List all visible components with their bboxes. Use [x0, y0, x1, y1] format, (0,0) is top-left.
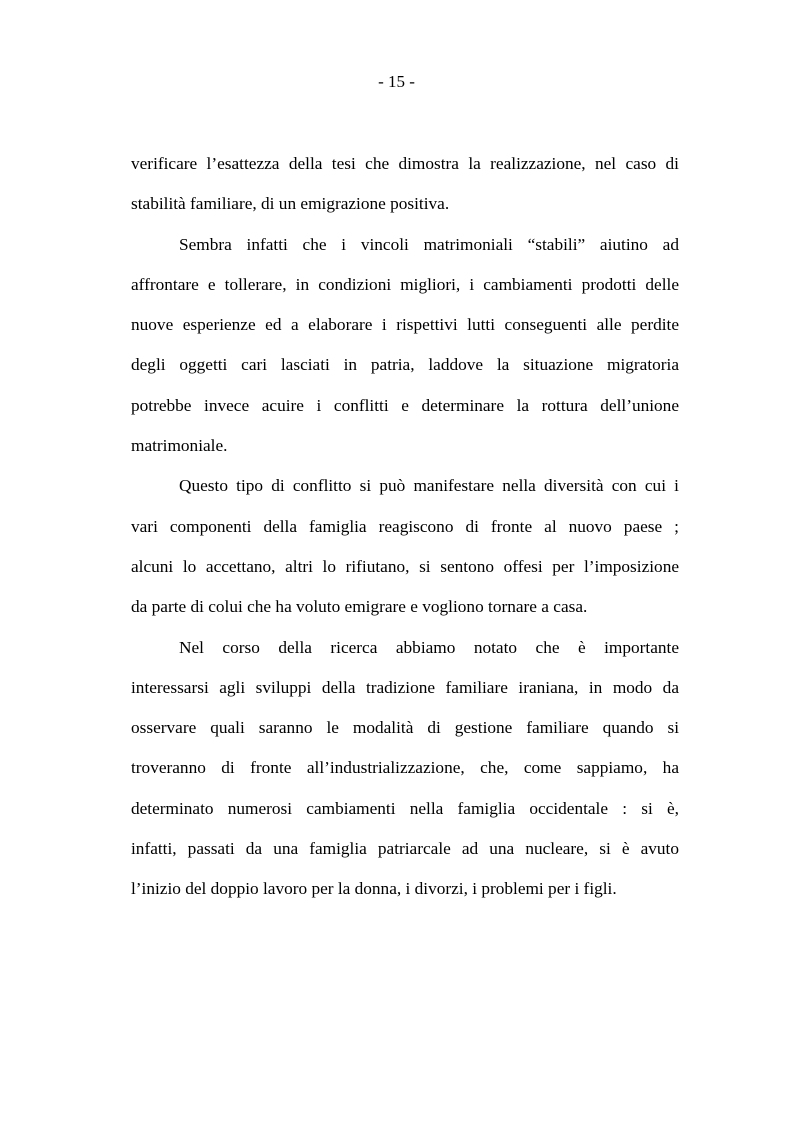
paragraph — [131, 225, 679, 467]
text-line: da parte di colui che ha voluto emigrare e vogliono tornare a casa. — [131, 597, 588, 617]
text-line: affrontare e tollerare, in condizioni migliori, i cambiamenti prodotti delle — [131, 274, 679, 294]
body-text — [131, 144, 679, 910]
paragraph — [131, 466, 679, 627]
text-line: determinato numerosi cambiamenti nella famiglia occidentale : si è, — [131, 798, 679, 818]
text-line: Questo tipo di conflitto si può manifestare nella diversità con cui i — [179, 476, 679, 496]
text-line: Sembra infatti che i vincoli matrimoniali “stabili” aiutino ad — [179, 234, 679, 254]
text-line: l’inizio del doppio lavoro per la donna, i divorzi, i problemi per i figli. — [131, 879, 617, 899]
text-line: matrimoniale. — [131, 436, 228, 456]
paragraph — [131, 628, 679, 910]
text-line: interessarsi agli sviluppi della tradizione familiare iraniana, in modo da — [131, 677, 679, 697]
text-line: nuove esperienze ed a elaborare i rispettivi lutti conseguenti alle perdite — [131, 315, 679, 335]
text-line: alcuni lo accettano, altri lo rifiutano, si sentono offesi per l’imposizione — [131, 556, 679, 576]
text-line: Nel corso della ricerca abbiamo notato che è importante — [179, 637, 679, 657]
paragraph — [131, 144, 679, 225]
text-line: degli oggetti cari lasciati in patria, laddove la situazione migratoria — [131, 355, 679, 375]
text-line: vari componenti della famiglia reagiscono di fronte al nuovo paese ; — [131, 516, 679, 536]
text-line: stabilità familiare, di un emigrazione positiva. — [131, 194, 450, 214]
text-line: troveranno di fronte all’industrializzazione, che, come sappiamo, ha — [131, 758, 679, 778]
text-line: verificare l’esattezza della tesi che dimostra la realizzazione, nel caso di — [131, 154, 679, 173]
text-line: osservare quali saranno le modalità di gestione familiare quando si — [131, 718, 679, 738]
text-line: infatti, passati da una famiglia patriarcale ad una nucleare, si è avuto — [131, 839, 679, 859]
text-line: potrebbe invece acuire i conflitti e determinare la rottura dell’unione — [131, 395, 679, 415]
page-number: - 15 - — [378, 72, 415, 91]
